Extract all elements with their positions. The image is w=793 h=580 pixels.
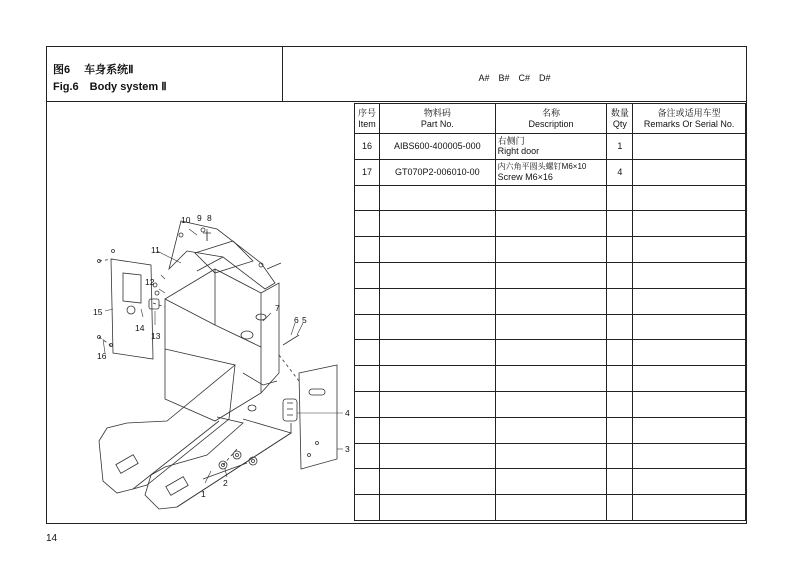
cell-remarks <box>633 159 746 185</box>
cell-part-no: AIBS600-400005-000 <box>379 134 495 160</box>
callout-label: 2 <box>223 478 228 488</box>
col-header-item: 序号 Item <box>355 104 380 134</box>
cell-item: 16 <box>355 134 380 160</box>
cell-description: 右侧门 Right door <box>495 134 607 160</box>
callout-label: 7 <box>275 303 280 313</box>
table-row-empty <box>355 469 746 495</box>
parts-table <box>354 103 746 521</box>
table-row-empty <box>355 495 746 521</box>
cell-part-no: GT070P2-006010-00 <box>379 159 495 185</box>
header-divider <box>47 101 746 102</box>
col-header-description: 名称 Description <box>495 104 607 134</box>
table-row <box>355 134 746 160</box>
callout-label: 1 <box>201 489 206 499</box>
callout-label: 5 <box>302 315 307 325</box>
callout-label: 8 <box>207 213 212 223</box>
callout-label: 10 <box>181 215 191 225</box>
table-row-empty <box>355 391 746 417</box>
page-number: 14 <box>46 533 58 544</box>
table-row-empty <box>355 417 746 443</box>
table-row-empty <box>355 366 746 392</box>
exploded-parts-diagram <box>47 103 354 523</box>
figure-title-cn: 图6 车身系统Ⅱ <box>53 64 134 76</box>
callout-label: 6 <box>294 315 299 325</box>
cell-item: 17 <box>355 159 380 185</box>
model-block <box>283 47 746 101</box>
callout-label: 14 <box>135 323 145 333</box>
table-header-row <box>355 104 746 134</box>
callout-label: 13 <box>151 331 161 341</box>
table-row-empty <box>355 211 746 237</box>
table-row-empty <box>355 314 746 340</box>
cell-description: 内六角平圆头螺钉M6×10 Screw M6×16 <box>495 159 607 185</box>
callout-label: 3 <box>345 444 350 454</box>
figure-title-block <box>47 47 283 101</box>
callout-label: 15 <box>93 307 103 317</box>
model-list: A# B# C# D# <box>478 73 551 83</box>
document-frame <box>46 46 747 524</box>
col-header-remarks: 备注或适用车型 Remarks Or Serial No. <box>633 104 746 134</box>
callout-label: 9 <box>197 213 202 223</box>
callout-label: 4 <box>345 408 350 418</box>
table-row <box>355 159 746 185</box>
cell-remarks <box>633 134 746 160</box>
callout-label: 11 <box>151 245 160 255</box>
col-header-qty: 数量 Qty <box>607 104 633 134</box>
table-row-empty <box>355 262 746 288</box>
cell-qty: 1 <box>607 134 633 160</box>
table-row-empty <box>355 443 746 469</box>
callout-label: 16 <box>97 351 107 361</box>
callout-label: 12 <box>145 277 155 287</box>
cell-qty: 4 <box>607 159 633 185</box>
table-row-empty <box>355 288 746 314</box>
table-row-empty <box>355 237 746 263</box>
table-row-empty <box>355 340 746 366</box>
figure-title-en: Fig.6 Body system Ⅱ <box>53 81 167 93</box>
col-header-part-no: 物料码 Part No. <box>379 104 495 134</box>
table-row-empty <box>355 185 746 211</box>
